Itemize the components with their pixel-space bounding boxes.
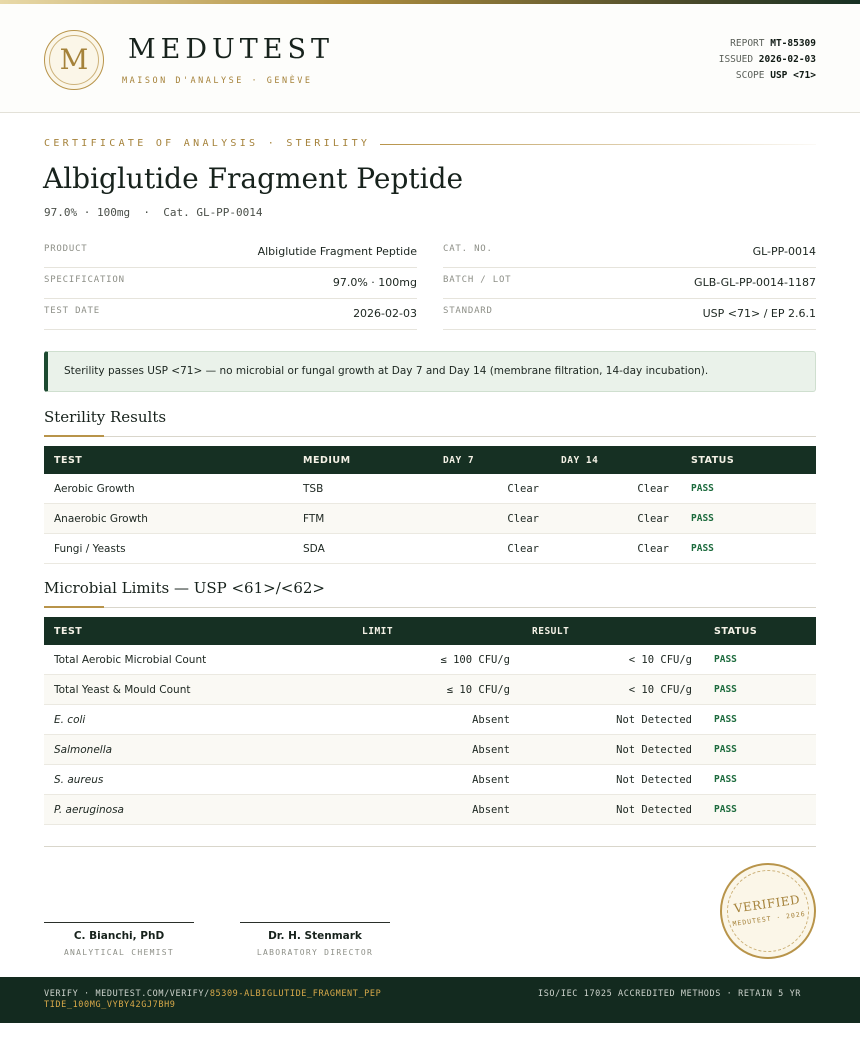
signatory-name-1: C. Bianchi, PhD bbox=[73, 930, 165, 942]
status-badge: PASS bbox=[704, 735, 816, 765]
verified-seal-icon: VERIFIED MEDUTEST · 2026 bbox=[714, 857, 822, 965]
product-subtitle: 97.0% · 100mg · Cat. GL-PP-0014 bbox=[44, 206, 263, 219]
report-number: REPORT MT-85309 bbox=[730, 38, 816, 49]
sterility-section-title: Sterility Results bbox=[44, 408, 167, 426]
report-header bbox=[0, 4, 860, 113]
certificate-eyebrow: CERTIFICATE OF ANALYSIS · STERILITY bbox=[44, 138, 371, 149]
accreditation-note: ISO/IEC 17025 ACCREDITED METHODS · RETAIN 5 YR bbox=[538, 989, 802, 999]
table-row: P. aeruginosa Absent Not Detected PASS bbox=[44, 795, 816, 825]
table-row: Total Aerobic Microbial Count ≤ 100 CFU/g < 10 CFU/g PASS bbox=[44, 645, 816, 675]
table-row: Anaerobic Growth FTM Clear Clear PASS bbox=[44, 504, 816, 534]
medutest-logo-icon: M bbox=[44, 30, 104, 90]
microbial-section-rule bbox=[44, 607, 816, 608]
issued-date: ISSUED 2026-02-03 bbox=[718, 54, 816, 65]
signatory-name-2: Dr. H. Stenmark bbox=[268, 930, 362, 942]
status-badge: PASS bbox=[681, 474, 816, 504]
status-badge: PASS bbox=[681, 534, 816, 564]
brand-name: MEDUTEST bbox=[128, 34, 334, 65]
table-row: Aerobic Growth TSB Clear Clear PASS bbox=[44, 474, 816, 504]
report-meta bbox=[719, 36, 816, 84]
status-badge: PASS bbox=[704, 795, 816, 825]
detail-product: PRODUCT Albiglutide Fragment Peptide bbox=[44, 238, 417, 268]
detail-cat-no: CAT. NO. GL-PP-0014 bbox=[443, 238, 816, 268]
sterility-section-rule bbox=[44, 436, 816, 437]
scope: SCOPE USP <71> bbox=[735, 70, 816, 81]
table-row: S. aureus Absent Not Detected PASS bbox=[44, 765, 816, 795]
signatory-role-2: LABORATORY DIRECTOR bbox=[256, 948, 374, 957]
status-badge: PASS bbox=[704, 765, 816, 795]
table-row: Salmonella Absent Not Detected PASS bbox=[44, 735, 816, 765]
microbial-section-accent bbox=[44, 606, 104, 608]
microbial-limits-table bbox=[44, 617, 816, 825]
sterility-table bbox=[44, 446, 816, 564]
page-footer bbox=[0, 977, 860, 1023]
detail-test-date: TEST DATE 2026-02-03 bbox=[44, 300, 417, 330]
sterility-notice: Sterility passes USP <71> — no microbial or fungal growth at Day 7 and Day 14 (membrane filtration, 14-day incubation). bbox=[44, 351, 816, 392]
table-row: Fungi / Yeasts SDA Clear Clear PASS bbox=[44, 534, 816, 564]
signatory-role-1: ANALYTICAL CHEMIST bbox=[63, 948, 175, 957]
table-header-row: TEST LIMIT RESULT STATUS bbox=[44, 617, 816, 645]
status-badge: PASS bbox=[704, 675, 816, 705]
status-badge: PASS bbox=[704, 705, 816, 735]
brand-tagline: MAISON D'ANALYSE · GENÈVE bbox=[122, 76, 313, 86]
status-badge: PASS bbox=[704, 645, 816, 675]
eyebrow-divider bbox=[380, 144, 816, 145]
detail-standard: STANDARD USP <71> / EP 2.6.1 bbox=[443, 300, 816, 330]
microbial-section-title: Microbial Limits — USP <61>/<62> bbox=[44, 579, 325, 597]
table-row: E. coli Absent Not Detected PASS bbox=[44, 705, 816, 735]
status-badge: PASS bbox=[681, 504, 816, 534]
signature-line-2 bbox=[240, 922, 390, 923]
detail-specification: SPECIFICATION 97.0% · 100mg bbox=[44, 269, 417, 299]
table-row: Total Yeast & Mould Count ≤ 10 CFU/g < 10 CFU/g PASS bbox=[44, 675, 816, 705]
signature-divider bbox=[44, 846, 816, 847]
signature-line-1 bbox=[44, 922, 194, 923]
detail-batch: BATCH / LOT GLB-GL-PP-0014-1187 bbox=[443, 269, 816, 299]
verify-link[interactable]: VERIFY · MEDUTEST.COM/VERIFY/85309-ALBIGLUTIDE_FRAGMENT_PEPTIDE_100MG_VYBY42GJ7BH9 bbox=[44, 989, 382, 1010]
page-title: Albiglutide Fragment Peptide bbox=[43, 162, 464, 195]
table-header-row: TEST MEDIUM DAY 7 DAY 14 STATUS bbox=[44, 446, 816, 474]
sterility-section-accent bbox=[44, 435, 104, 437]
